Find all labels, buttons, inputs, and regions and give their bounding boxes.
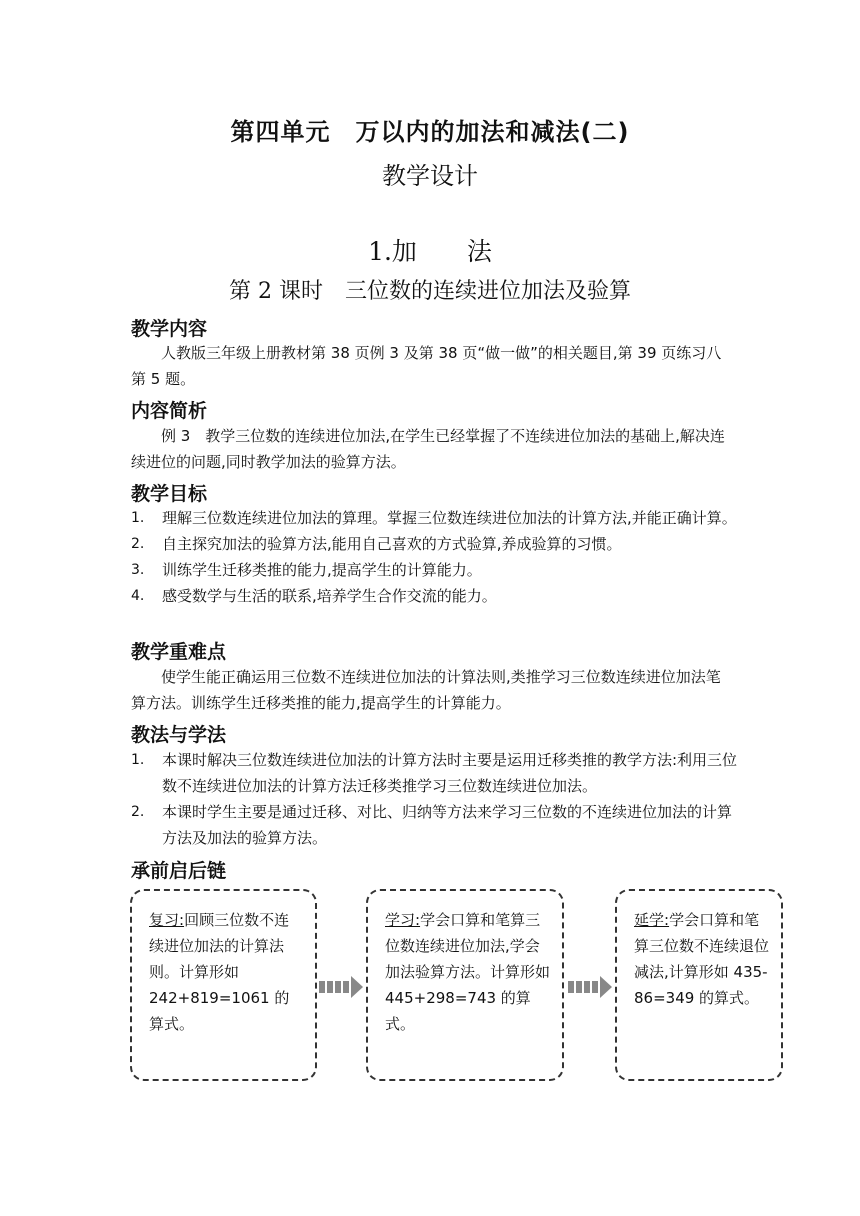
section-heading-key-points: 教学重难点: [131, 641, 227, 663]
extend-box: [615, 889, 783, 1081]
list-text: 感受数学与生活的联系,培养学生合作交流的能力。: [162, 587, 497, 605]
list-item: [131, 799, 741, 851]
box-text: 回顾三位数不连续进位加法的计算法则。计算形如 242+819=1061 的算式。: [149, 911, 290, 1033]
goals-list: [131, 505, 741, 609]
list-number: 2.: [131, 536, 145, 552]
list-item: [131, 531, 741, 557]
list-text: 自主探究加法的验算方法,能用自己喜欢的方式验算,养成验算的习惯。: [162, 535, 622, 553]
lesson-number: 1.加 法: [368, 237, 492, 266]
list-number: 2.: [131, 804, 145, 820]
list-number: 4.: [131, 588, 145, 604]
list-number: 1.: [131, 752, 145, 768]
section-heading-chain: 承前启后链: [131, 860, 227, 882]
section-heading-goals: 教学目标: [131, 483, 208, 505]
key-points-paragraph: 使学生能正确运用三位数不连续进位加法的计算法则,类推学习三位数连续进位加法笔算方法。训练学生迁移类推的能力,提高学生的计算能力。: [131, 668, 721, 712]
arrow-right-icon: [318, 974, 364, 1000]
list-text: 本课时学生主要是通过迁移、对比、归纳等方法来学习三位数的不连续进位加法的计算方法及加法的验算方法。: [162, 803, 733, 847]
list-item: [131, 747, 741, 799]
analysis-paragraph: 例 3 教学三位数的连续进位加法,在学生已经掌握了不连续进位加法的基础上,解决连续进位的问题,同时教学加法的验算方法。: [131, 427, 725, 471]
box-label: 学习:: [385, 911, 421, 929]
list-number: 1.: [131, 510, 145, 526]
lesson-title: 第 2 课时 三位数的连续进位加法及验算: [229, 279, 631, 304]
content-paragraph: 人教版三年级上册教材第 38 页例 3 及第 38 页“做一做”的相关题目,第 39 页练习八第 5 题。: [131, 344, 722, 388]
list-text: 本课时解决三位数连续进位加法的计算方法时主要是运用迁移类推的教学方法:利用三位数不连续进位加法的计算方法迁移类推学习三位数连续进位加法。: [162, 751, 738, 795]
list-text: 训练学生迁移类推的能力,提高学生的计算能力。: [162, 561, 482, 579]
learn-box: [366, 889, 564, 1081]
list-item: [131, 583, 741, 609]
section-heading-analysis: 内容简析: [131, 400, 208, 422]
list-number: 3.: [131, 562, 145, 578]
methods-list: [131, 747, 741, 851]
section-heading-content: 教学内容: [131, 318, 208, 340]
list-item: [131, 505, 741, 531]
box-label: 复习:: [149, 911, 185, 929]
document-subtitle: 教学设计: [382, 162, 478, 190]
box-label: 延学:: [634, 911, 670, 929]
arrow-right-icon: [567, 974, 613, 1000]
list-item: [131, 557, 741, 583]
section-heading-methods: 教法与学法: [131, 724, 227, 746]
list-text: 理解三位数连续进位加法的算理。掌握三位数连续进位加法的计算方法,并能正确计算。: [162, 509, 737, 527]
review-box: [130, 889, 317, 1081]
box-text: 学会口算和笔算三位数连续进位加法,学会加法验算方法。计算形如 445+298=743 的算式。: [385, 911, 551, 1033]
unit-title: 第四单元 万以内的加法和减法(二): [230, 118, 630, 146]
box-text: 学会口算和笔算三位数不连续退位减法,计算形如 435-86=349 的算式。: [634, 911, 770, 1007]
